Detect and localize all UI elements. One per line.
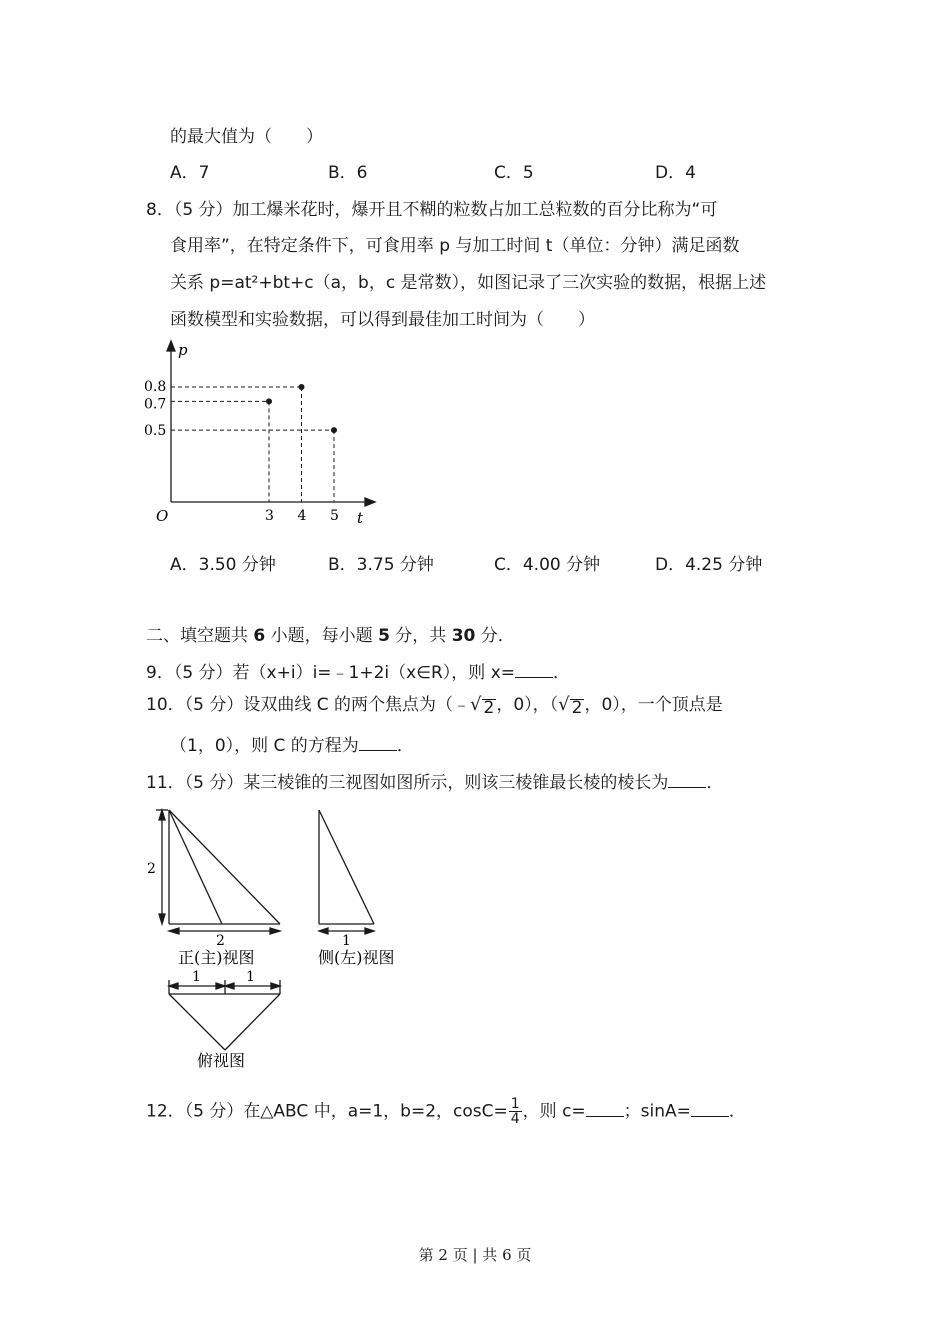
q8-option-d: D．4.25 分钟 [655,555,763,575]
q8-option-b: B．3.75 分钟 [328,555,434,575]
page-footer: 第 2 页 | 共 6 页 [418,1246,532,1264]
side-view-label: 侧(左)视图 [318,948,395,967]
q7-tail: 的最大值为（ ） [170,127,323,147]
q10-answer-blank[interactable] [359,734,397,751]
section-2-heading: 二、填空题共 6 小题，每小题 5 分，共 30 分． [146,626,515,646]
chart-point [266,398,272,404]
chart-x-tick-label: 4 [297,508,307,524]
q8-line-2: 食用率”，在特定条件下，可食用率 p 与加工时间 t（单位：分钟）满足函数 [170,236,740,256]
side-width-dim: 1 [342,933,351,949]
front-width-dim: 2 [216,933,225,949]
q8-chart [140,335,400,535]
q7-option-a: A．7 [170,163,210,183]
top-view [169,980,280,1050]
q10-line-2: （1，0），则 C 的方程为 ． [170,736,414,756]
q11-answer-blank[interactable] [668,771,706,788]
q7-option-b: B．6 [328,163,368,183]
fraction-one-quarter: $\frac{1}{4}$ [510,1096,520,1127]
chart-y-tick-label: 0.5 [144,423,167,440]
q9-answer-blank[interactable] [515,661,553,678]
q7-option-c: C．5 [494,163,534,183]
chart-x-tick-label: 3 [265,508,274,524]
front-view [156,810,280,934]
q8-line-1: 8．（5 分）加工爆米花时，爆开且不糊的粒数占加工总粒数的百分比称为“可 [146,200,718,220]
chart-point [299,384,305,390]
top-right-dim: 1 [246,969,255,985]
chart-ylabel: p [178,341,188,359]
q12-c-answer-blank[interactable] [586,1100,624,1117]
q11: 11．（5 分）某三棱锥的三视图如图所示，则该三棱锥最长棱的棱长为 ． [146,773,724,793]
q8-line-3: 关系 p=at²+bt+c（a，b，c 是常数），如图记录了三次实验的数据，根据上述 [170,273,767,293]
q8-option-c: C．4.00 分钟 [494,555,601,575]
q12: 12．（5 分）在△ABC 中，a=1，b=2，cosC= $\frac{1}{4}$ ，则 c= ；sinA= ． [146,1096,746,1127]
chart-origin-label: O [156,507,169,525]
sqrt-2-positive: √ 2 [558,694,583,718]
side-view [319,810,374,934]
chart-xlabel: t [357,509,364,527]
chart-point [331,427,337,433]
front-view-label: 正(主)视图 [178,948,255,967]
chart-x-tick-label: 5 [330,508,339,524]
q12-sina-answer-blank[interactable] [691,1100,729,1117]
q7-option-d: D．4 [655,163,696,183]
q8-option-a: A．3.50 分钟 [170,555,276,575]
top-view-label: 俯视图 [197,1051,246,1070]
top-left-dim: 1 [192,969,201,985]
q8-line-4: 函数模型和实验数据，可以得到最佳加工时间为（ ） [170,310,595,330]
sqrt-2-negative: √ 2 [470,694,495,718]
front-height-dim: 2 [147,861,156,877]
chart-y-tick-label: 0.7 [144,396,167,413]
q10-line-1: 10．（5 分）设双曲线 C 的两个焦点为（﹣ √ 2 ，0），（ √ 2 ，0），一个顶点是 [146,694,723,718]
three-views-figure [140,800,430,1075]
q9: 9．（5 分）若（x+i）i=﹣1+2i（x∈R），则 x= ． [146,663,571,683]
chart-y-tick-label: 0.8 [144,379,167,395]
